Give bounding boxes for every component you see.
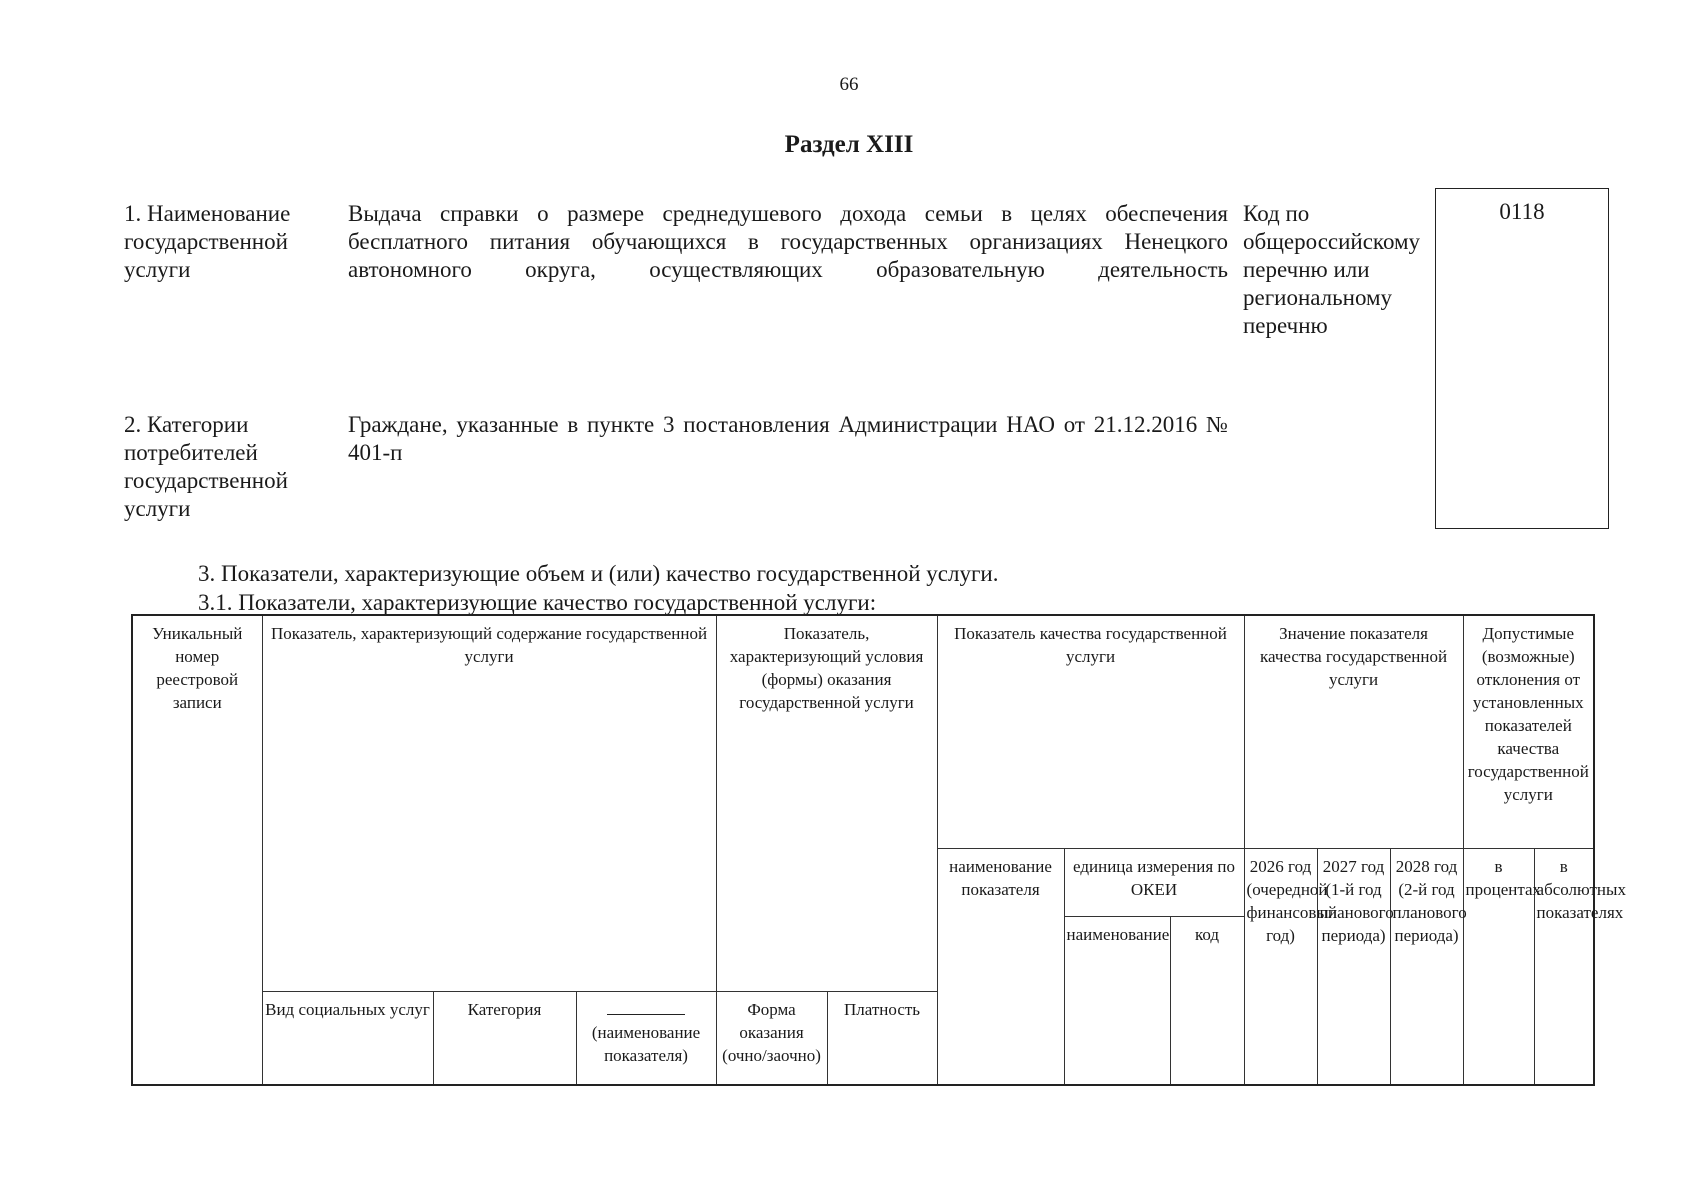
col-in-absolute: в абсолютных показателях <box>1534 848 1594 1085</box>
col-form: Форма оказания (очно/заочно) <box>716 991 827 1085</box>
col-quality-value: Значение показателя качества государственной услуги <box>1244 615 1463 848</box>
col-year-2028: 2028 год (2-й год планового периода) <box>1390 848 1463 1085</box>
blank-indicator-label: (наименование показателя) <box>591 1022 701 1065</box>
code-label: Код по общероссийскому перечню или региональному перечню <box>1243 201 1421 338</box>
page-number: 66 <box>839 74 859 95</box>
col-payment: Платность <box>827 991 937 1085</box>
blank-underline <box>607 1000 685 1015</box>
code-value: 0118 <box>1499 199 1545 224</box>
item2-description: Граждане, указанные в пункте 3 постановления Администрации НАО от 21.12.2016 № 401-п <box>348 412 1228 465</box>
section-title: Раздел XIII <box>784 131 914 158</box>
heading-3-1: 3.1. Показатели, характеризующие качество государственной услуги: <box>198 590 877 615</box>
col-deviations: Допустимые (возможные) отклонения от установленных показателей качества государственной услуги <box>1463 615 1594 848</box>
col-okei-unit: единица измерения по ОКЕИ <box>1064 848 1244 916</box>
col-social-services: Вид социальных услуг <box>262 991 433 1085</box>
col-okei-name: наименование <box>1064 916 1170 1085</box>
col-indicator-name: наименование показателя <box>937 848 1064 1085</box>
heading-3: 3. Показатели, характеризующие объем и (или) качество государственной услуги. <box>198 561 999 586</box>
col-in-percent: в процентах <box>1463 848 1534 1085</box>
code-box <box>1435 188 1609 529</box>
col-content-indicator: Показатель, характеризующий содержание государственной услуги <box>262 615 716 991</box>
col-year-2027: 2027 год (1-й год планового периода) <box>1317 848 1390 1085</box>
item1-label: 1. Наименование государственной услуги <box>124 201 291 282</box>
col-quality-indicator: Показатель качества государственной услуги <box>937 615 1244 848</box>
col-category: Категория <box>433 991 576 1085</box>
col-blank-indicator <box>576 991 716 1085</box>
col-okei-code: код <box>1170 916 1244 1085</box>
quality-indicators-table <box>131 614 1626 1086</box>
item1-description: Выдача справки о размере среднедушевого дохода семьи в целях обеспечения бесплатного питания обучающихся в государственных организациях Ненецкого автономного округа, осуществляющих образовательную деятельность <box>348 201 1228 282</box>
col-conditions-indicator: Показатель, характеризующий условия (формы) оказания государственной услуги <box>716 615 937 991</box>
item2-label: 2. Категории потребителей государственной услуги <box>124 412 288 521</box>
col-unique-number: Уникальный номер реестровой записи <box>132 615 262 1085</box>
col-year-2026: 2026 год (очередной финансовый год) <box>1244 848 1317 1085</box>
